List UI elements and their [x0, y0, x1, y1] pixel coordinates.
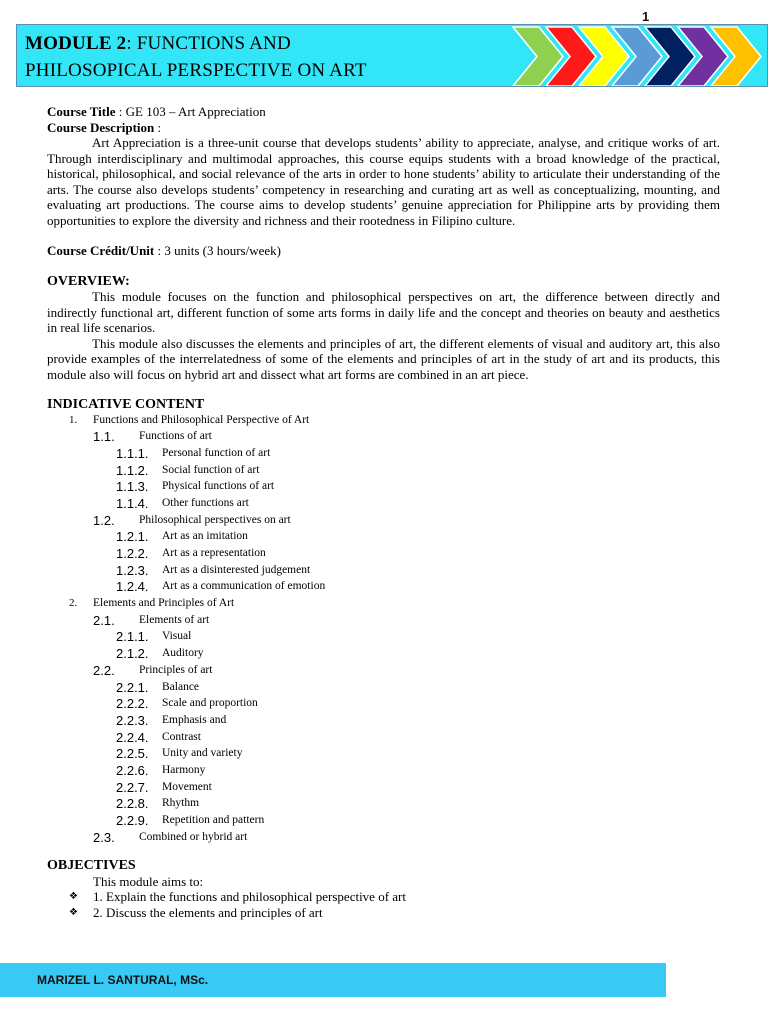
overview-paragraph-1: This module focuses on the function and philosophical perspectives on art, the difference between directly and indirectly functional art, different function of some arts forms in daily life and the concept and theories on beauty and aesthetics in real life scenarios. — [47, 289, 720, 335]
content-item-number: 2. — [69, 597, 78, 610]
course-description-text: Art Appreciation is a three-unit course that develops students’ ability to appreciate, analyse, and critique works of art. Through interdisciplinary and multimodal approaches, this course equips students with a broad knowledge of the practical, historical, philosophical, and social relevance of the arts in order to hone students’ ability to articulate their understanding of the arts. The course also develops students’ competency in researching and curating art as well as conceptualizing, mounting, and evaluating art productions. The course aims to develop students’ genuine appreciation for Philippine arts by providing them opportunities to explore the diversity and richness and their rootedness in Filipino culture. — [47, 135, 720, 228]
content-item-number: 1. — [69, 413, 78, 426]
content-item-text: Auditory — [162, 647, 204, 660]
course-description-colon: : — [154, 119, 162, 135]
content-item-number: 2.1. — [93, 612, 115, 628]
indicative-content-list — [47, 413, 720, 847]
content-item-text: Art as an imitation — [162, 530, 248, 543]
content-item — [47, 413, 720, 430]
content-item — [47, 663, 720, 680]
content-item-number: 1.2.4. — [116, 579, 149, 595]
content-item-number: 2.2.8. — [116, 796, 149, 812]
page-content — [47, 104, 720, 920]
content-item-text: Scale and proportion — [162, 697, 258, 710]
content-item-text: Visual — [162, 630, 192, 643]
content-item — [47, 780, 720, 797]
content-item-number: 1.1.1. — [116, 445, 149, 461]
content-item — [47, 646, 720, 663]
content-item-number: 2.3. — [93, 829, 115, 845]
content-item-number: 2.1.2. — [116, 646, 149, 662]
content-item-number: 2.2.1. — [116, 679, 149, 695]
objectives-intro: This module aims to: — [93, 873, 204, 889]
course-description-label: Course Description — [47, 119, 155, 135]
objective-text: 2. Discuss the elements and principles of art — [93, 904, 323, 920]
content-item — [47, 830, 720, 847]
content-item-text: Combined or hybrid art — [139, 830, 248, 843]
content-item — [47, 763, 720, 780]
course-credit-value: : 3 units (3 hours/week) — [154, 243, 281, 258]
content-item — [47, 529, 720, 546]
content-item-text: Philosophical perspectives on art — [139, 513, 291, 526]
course-title — [47, 104, 720, 120]
content-item-text: Art as a representation — [162, 547, 266, 559]
content-item-number: 1.1.3. — [116, 479, 149, 495]
content-item-text: Functions and Philosophical Perspective of Art — [93, 413, 310, 426]
content-item — [47, 513, 720, 530]
content-item-number: 1.1.2. — [116, 462, 149, 478]
content-item — [47, 680, 720, 697]
content-item-text: Movement — [162, 780, 212, 793]
content-item-text: Personal function of art — [162, 446, 271, 459]
content-item-text: Contrast — [162, 730, 201, 743]
content-item-number: 1.2.3. — [116, 562, 149, 578]
module-title-line2: PHILOSOPICAL PERSPECTIVE ON ART — [25, 60, 367, 81]
module-title — [25, 30, 367, 84]
indicative-content-heading: INDICATIVE CONTENT — [47, 397, 205, 412]
module-title-line1: : FUNCTIONS AND — [126, 33, 291, 54]
content-item — [47, 813, 720, 830]
content-item — [47, 429, 720, 446]
course-title-value: : GE 103 – Art Appreciation — [115, 104, 266, 119]
content-item — [47, 546, 720, 563]
content-item-number: 1.2.2. — [116, 546, 149, 561]
content-item-text: Social function of art — [162, 463, 260, 476]
overview-paragraph-2: This module also discusses the elements and principles of art, the different elements of visual and auditory art, this also provide examples of the interrelatedness of some of the elements and principles of art in the study of art and its products, this module also will focus on hybrid art and dissect what art forms are combined in an art piece. — [47, 335, 720, 382]
content-item-number: 2.1.1. — [116, 629, 149, 645]
footer-bar — [0, 963, 666, 997]
content-item-text: Elements of art — [139, 613, 210, 626]
content-item — [47, 613, 720, 630]
content-item — [47, 496, 720, 513]
module-banner — [16, 24, 768, 87]
objective-item — [47, 889, 720, 905]
content-item — [47, 563, 720, 580]
page-number: 1 — [642, 9, 650, 24]
content-item-text: Art as a disinterested judgement — [162, 563, 311, 576]
content-item-text: Other functions art — [162, 496, 249, 509]
diamond-bullet-icon: ❖ — [69, 891, 78, 903]
content-item-text: Emphasis and — [162, 713, 227, 726]
content-item — [47, 746, 720, 763]
content-item — [47, 713, 720, 730]
content-item — [47, 579, 720, 596]
content-item-text: Repetition and pattern — [162, 814, 265, 826]
objective-item — [47, 905, 720, 921]
content-item-text: Harmony — [162, 763, 206, 776]
course-title-label: Course Title — [47, 104, 116, 119]
content-item — [47, 446, 720, 463]
content-item — [47, 696, 720, 713]
content-item-text: Principles of art — [139, 663, 213, 676]
content-item-number: 2.2.3. — [116, 712, 149, 728]
content-item — [47, 730, 720, 747]
content-item-text: Elements and Principles of Art — [93, 597, 235, 610]
content-item-number: 1.2.1. — [116, 529, 149, 545]
footer-author: MARIZEL L. SANTURAL, MSc. — [37, 973, 209, 987]
content-item-number: 1.1.4. — [116, 495, 149, 511]
content-item-number: 2.2.5. — [116, 746, 149, 762]
course-credit — [47, 243, 720, 259]
content-item — [47, 463, 720, 480]
content-item — [47, 796, 720, 813]
overview-heading: OVERVIEW: — [47, 273, 130, 289]
content-item-text: Functions of art — [139, 430, 212, 443]
content-item-number: 2.2. — [93, 662, 115, 678]
content-item-number: 2.2.2. — [116, 696, 149, 712]
objectives-heading: OBJECTIVES — [47, 858, 136, 874]
module-label: MODULE 2 — [25, 33, 127, 54]
content-item-number: 1.2. — [93, 512, 115, 528]
content-item — [47, 629, 720, 646]
diamond-bullet-icon: ❖ — [69, 906, 78, 918]
content-item — [47, 479, 720, 496]
content-item-number: 2.2.7. — [116, 779, 149, 795]
content-item-text: Rhythm — [162, 797, 200, 810]
content-item-number: 2.2.4. — [116, 729, 149, 745]
chevron-arrows-decoration — [511, 25, 768, 87]
content-item-text: Art as a communication of emotion — [162, 580, 326, 593]
content-item-text: Physical functions of art — [162, 480, 275, 493]
content-item-text: Unity and variety — [162, 747, 243, 760]
objective-text: 1. Explain the functions and philosophical perspective of art — [93, 889, 406, 905]
content-item-number: 2.2.6. — [116, 762, 149, 778]
course-credit-label: Course Crédit/Unit — [47, 243, 155, 258]
objectives-list — [47, 889, 720, 920]
content-item-text: Balance — [162, 680, 200, 693]
content-item-number: 2.2.9. — [116, 813, 149, 828]
content-item-number: 1.1. — [93, 429, 115, 445]
content-item — [47, 596, 720, 613]
course-description-heading — [47, 120, 720, 136]
